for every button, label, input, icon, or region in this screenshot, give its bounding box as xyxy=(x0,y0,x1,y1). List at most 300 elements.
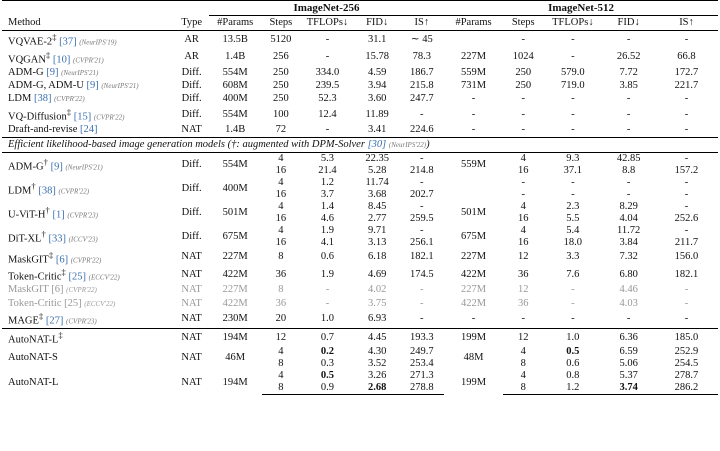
tflops-512-cell: - xyxy=(571,93,575,105)
is-256-cell: 253.4 xyxy=(409,358,434,370)
method-cell xyxy=(2,328,174,346)
method-name: Token-Critic xyxy=(8,271,62,283)
params-256-cell: 501M xyxy=(222,206,248,218)
fid-256-cell: 3.60 xyxy=(367,93,387,105)
params-512-cell: - xyxy=(471,313,476,325)
is-512-cell: 254.5 xyxy=(674,358,699,370)
table-row xyxy=(2,249,718,267)
steps-512-cell: 12 xyxy=(503,328,544,346)
fid-512-cell: - xyxy=(626,188,631,200)
citation-link: [25] xyxy=(64,297,82,309)
steps-256-cell: 8 xyxy=(262,382,301,395)
params-512-cell: 227M xyxy=(460,251,487,263)
steps-512-cell: 12 xyxy=(517,251,529,263)
method-cell xyxy=(2,106,174,124)
method-cell xyxy=(2,249,174,267)
fid-512-cell: 5.37 xyxy=(619,370,638,382)
steps-256-cell: 4 xyxy=(278,200,284,212)
steps-256-cell: 8 xyxy=(278,358,284,370)
fid-512-cell: 8.29 xyxy=(619,200,638,212)
table-row xyxy=(2,266,718,284)
type-column-header: Type xyxy=(174,16,208,31)
params-512-cell: - xyxy=(471,124,476,136)
method-cell xyxy=(2,346,174,370)
params-256-cell: 400M xyxy=(222,93,248,105)
fid-512-cell: 6.59 xyxy=(619,346,638,358)
fid-256-cell: 3.52 xyxy=(367,358,387,370)
fid-256-header: FID↓ xyxy=(355,16,400,31)
tflops-256-cell: 1.9 xyxy=(320,268,335,280)
method-cell xyxy=(2,152,174,177)
method-mark: † xyxy=(41,228,46,239)
is-512-cell: - xyxy=(684,152,689,164)
fid-256-cell: 9.71 xyxy=(367,224,387,236)
type-cell: NAT xyxy=(181,297,202,309)
fid-512-cell: 7.72 xyxy=(619,66,638,78)
fid-256-cell: 4.02 xyxy=(367,284,387,296)
is-512-cell: - xyxy=(684,108,689,120)
venue-label: (CVPR'22) xyxy=(70,256,102,265)
fid-256-cell: 3.94 xyxy=(367,79,387,91)
params-256-cell: 400M xyxy=(222,182,248,194)
is-256-cell: 247.7 xyxy=(409,93,434,105)
tflops-256-cell: 12.4 xyxy=(318,108,337,120)
fid-256-cell: 6.18 xyxy=(367,251,387,263)
steps-512-cell: 8 xyxy=(520,358,526,370)
table-row xyxy=(2,346,718,358)
fid-512-cell: 5.06 xyxy=(619,358,638,370)
is-512-cell: - xyxy=(684,313,689,325)
is-512-cell: 156.0 xyxy=(674,251,699,263)
caption-close: ) xyxy=(426,138,430,150)
steps-256-cell: 8 xyxy=(278,284,284,296)
fid-512-cell: 6.36 xyxy=(602,328,655,346)
steps-256-cell: 100 xyxy=(272,108,289,120)
type-cell: NAT xyxy=(181,352,202,364)
steps-512-cell: 4 xyxy=(520,224,526,236)
steps-256-header: Steps xyxy=(262,16,301,31)
is-256-cell: - xyxy=(420,313,424,325)
method-cell xyxy=(2,93,174,106)
steps-512-cell: - xyxy=(521,176,525,188)
method-name: MaskGIT xyxy=(8,284,49,296)
params-512-cell: 501M xyxy=(460,206,487,218)
steps-512-cell: 1024 xyxy=(512,51,534,63)
tflops-512-cell: 1.2 xyxy=(543,382,602,395)
table-row xyxy=(2,31,718,49)
type-cell: Diff. xyxy=(181,158,202,170)
method-name: DiT-XL xyxy=(8,233,42,245)
tflops-256-cell: 5.3 xyxy=(320,152,335,164)
table-row xyxy=(2,93,718,106)
params-256-cell: 422M xyxy=(222,297,248,309)
steps-256-cell: 36 xyxy=(275,268,287,280)
type-cell: NAT xyxy=(181,251,202,263)
fid-512-cell: 11.72 xyxy=(617,224,641,236)
method-mark: ‡ xyxy=(58,329,63,340)
params-512-cell: 559M xyxy=(460,158,487,170)
steps-256-cell: 4 xyxy=(278,152,284,164)
steps-256-cell: 12 xyxy=(262,328,301,346)
params-512-cell: 199M xyxy=(444,328,503,346)
params-512-cell: 422M xyxy=(460,268,487,280)
params-256-cell: 422M xyxy=(222,268,248,280)
fid-256-cell: 4.59 xyxy=(367,66,387,78)
method-name: LDM xyxy=(8,185,32,197)
steps-512-cell: 250 xyxy=(515,79,532,91)
tflops-512-cell: - xyxy=(571,313,575,325)
tflops-512-cell: - xyxy=(571,176,575,188)
tflops-512-cell: 0.8 xyxy=(566,370,580,382)
fid-512-cell: - xyxy=(626,33,631,45)
method-name: LDM xyxy=(8,93,32,105)
steps-256-cell: 16 xyxy=(275,236,287,248)
is-512-cell: - xyxy=(684,33,689,45)
tflops-512-cell: 7.6 xyxy=(566,268,580,280)
fid-512-cell: 4.03 xyxy=(619,297,638,309)
tflops-256-cell: 0.5 xyxy=(320,370,335,382)
is-512-cell: - xyxy=(684,284,689,296)
table-row xyxy=(2,328,718,346)
fid-256-cell: 3.26 xyxy=(367,370,387,382)
venue-label: (CVPR'22) xyxy=(93,113,125,122)
is-256-cell: 259.5 xyxy=(409,212,434,224)
steps-512-cell: 4 xyxy=(520,200,526,212)
method-cell xyxy=(2,66,174,79)
is-256-cell: 193.3 xyxy=(399,328,444,346)
is-256-cell: - xyxy=(420,108,424,120)
table-row xyxy=(2,310,718,328)
steps-256-cell: 250 xyxy=(272,93,289,105)
citation-link: [37] xyxy=(59,36,77,48)
fid-512-cell: 3.85 xyxy=(619,79,638,91)
fid-512-cell: - xyxy=(626,313,631,325)
params-512-cell xyxy=(444,177,503,201)
method-name: VQGAN xyxy=(8,54,46,65)
table-row xyxy=(2,123,718,137)
venue-label: (CVPR'22) xyxy=(66,286,97,295)
is-512-cell: 221.7 xyxy=(674,79,699,91)
params-256-cell: 554M xyxy=(222,66,248,78)
fid-512-cell: 4.04 xyxy=(619,212,638,224)
table-row xyxy=(2,152,718,165)
method-cell xyxy=(2,177,174,201)
method-column-header: Method xyxy=(2,16,174,31)
tflops-512-cell: 579.0 xyxy=(561,66,585,78)
table-row xyxy=(2,297,718,310)
table-row xyxy=(2,284,718,297)
params-512-cell: 48M xyxy=(463,352,484,364)
method-name: U-ViT-H xyxy=(8,209,46,221)
params-256-cell: 194M xyxy=(222,376,248,388)
params-256-cell: 13.5B xyxy=(222,33,248,45)
steps-512-cell: 4 xyxy=(520,346,526,358)
method-name: ADM-G xyxy=(8,66,44,78)
type-cell: Diff. xyxy=(181,93,202,105)
params-256-cell: 194M xyxy=(209,328,262,346)
fid-512-cell: - xyxy=(626,108,631,120)
params-512-cell: - xyxy=(471,108,476,120)
method-mark: ‡ xyxy=(66,106,72,117)
fid-256-cell: 2.68 xyxy=(355,382,400,395)
method-cell xyxy=(2,310,174,328)
fid-512-header: FID↓ xyxy=(602,16,655,31)
is-512-cell: 182.1 xyxy=(674,268,699,280)
params-512-cell: 559M xyxy=(460,66,487,78)
fid-256-cell: 4.69 xyxy=(367,268,387,280)
is-256-cell: - xyxy=(420,224,424,236)
fid-512-cell: 3.84 xyxy=(619,236,638,248)
is-256-cell: - xyxy=(420,152,424,164)
method-cell xyxy=(2,284,174,297)
steps-512-cell: 36 xyxy=(517,297,529,309)
tflops-512-cell: 0.6 xyxy=(566,358,580,370)
is-256-cell: 271.3 xyxy=(409,370,434,382)
steps-512-cell: - xyxy=(521,33,525,45)
citation-link: [9] xyxy=(50,161,63,173)
tflops-256-cell: 52.3 xyxy=(318,93,337,105)
is-512-cell: 157.2 xyxy=(674,164,699,176)
tflops-256-cell: 0.3 xyxy=(320,358,335,370)
venue-label: (CVPR'21) xyxy=(73,56,104,64)
citation-link: [10] xyxy=(52,54,71,65)
venue-label: (CVPR'22) xyxy=(58,187,90,196)
citation-link: [1] xyxy=(52,209,65,221)
table-row xyxy=(2,225,718,237)
is-512-cell: - xyxy=(684,200,689,212)
steps-512-cell: - xyxy=(521,93,525,105)
tflops-256-cell: 21.4 xyxy=(318,164,337,176)
fid-256-cell: 8.45 xyxy=(367,200,387,212)
fid-256-cell: 4.30 xyxy=(367,346,387,358)
params-512-cell: 227M xyxy=(460,284,487,296)
fid-256-cell: 11.74 xyxy=(365,176,389,188)
steps-256-cell: 4 xyxy=(278,370,284,382)
tflops-512-cell: 5.4 xyxy=(566,224,580,236)
params-256-cell: 554M xyxy=(222,108,248,120)
is-256-cell: - xyxy=(420,200,424,212)
type-cell: Diff. xyxy=(181,79,202,91)
is-256-cell: 182.1 xyxy=(409,251,434,263)
tflops-256-cell: 239.5 xyxy=(315,79,340,91)
tflops-256-header: TFLOPs↓ xyxy=(300,16,355,31)
steps-512-cell: 8 xyxy=(503,382,544,395)
is-512-cell: - xyxy=(684,176,689,188)
is-256-cell: 78.3 xyxy=(412,51,431,63)
citation-link: [38] xyxy=(33,93,52,105)
method-cell xyxy=(2,123,174,137)
params-256-cell: 675M xyxy=(222,230,248,242)
params-512-cell: - xyxy=(471,93,476,105)
fid-256-cell: 3.75 xyxy=(367,297,387,309)
steps-512-cell: - xyxy=(521,124,525,136)
citation-link: [30] xyxy=(367,138,387,150)
params-256-cell: 227M xyxy=(222,251,248,263)
type-cell: NAT xyxy=(174,328,208,346)
steps-256-cell: 5120 xyxy=(270,33,292,45)
method-name: VQ-Diffusion xyxy=(8,111,67,123)
steps-512-cell: 36 xyxy=(517,268,529,280)
params-512-cell: 422M xyxy=(460,297,487,309)
steps-256-cell: 4 xyxy=(278,176,284,188)
steps-256-cell: 4 xyxy=(278,346,284,358)
params-512-cell: 675M xyxy=(460,230,487,242)
fid-512-cell: - xyxy=(626,93,631,105)
tflops-512-cell: - xyxy=(571,33,575,45)
tflops-512-cell: 2.3 xyxy=(566,200,580,212)
fid-256-cell: 31.1 xyxy=(367,33,387,45)
citation-link: [38] xyxy=(38,185,56,197)
is-256-cell: 256.1 xyxy=(409,236,434,248)
citation-link: [6] xyxy=(55,254,69,266)
venue-label: (NeurIPS'19) xyxy=(79,38,117,47)
is-256-cell: - xyxy=(420,297,424,309)
type-cell: Diff. xyxy=(181,108,202,120)
method-mark: ‡ xyxy=(45,49,51,60)
tflops-512-cell: - xyxy=(571,51,575,63)
method-name: Token-Critic xyxy=(8,297,62,309)
method-name: Draft-and-revise xyxy=(8,124,78,136)
steps-512-cell: - xyxy=(521,108,525,120)
fid-256-cell: 22.35 xyxy=(365,152,389,164)
steps-512-cell: 16 xyxy=(517,212,529,224)
tflops-512-cell: 37.1 xyxy=(563,164,583,176)
tflops-256-cell: - xyxy=(325,124,330,136)
section-caption xyxy=(2,137,718,152)
method-cell xyxy=(2,31,174,49)
venue-label: (NeurIPS'21) xyxy=(61,68,99,77)
tflops-256-cell: 0.7 xyxy=(300,328,355,346)
caption-text: Efficient likelihood-based image generation models ( xyxy=(8,138,232,150)
steps-512-cell: 16 xyxy=(517,164,529,176)
tflops-512-cell: 18.0 xyxy=(563,236,583,248)
steps-256-cell: 16 xyxy=(275,188,287,200)
tflops-512-cell: - xyxy=(571,284,575,296)
params-256-cell: 554M xyxy=(222,158,248,170)
is-512-cell: 211.7 xyxy=(674,236,699,248)
fid-256-cell: 4.45 xyxy=(355,328,400,346)
params-512-cell: 227M xyxy=(460,51,487,63)
tflops-256-cell: 334.0 xyxy=(315,66,340,78)
imagenet-512-header: ImageNet-512 xyxy=(444,1,718,16)
citation-link: [6] xyxy=(51,284,64,296)
tflops-512-cell: - xyxy=(571,124,575,136)
tflops-512-cell: 5.5 xyxy=(566,212,580,224)
tflops-256-cell: 1.2 xyxy=(320,176,335,188)
type-cell: AR xyxy=(184,51,199,63)
fid-512-cell: 26.52 xyxy=(616,51,641,63)
method-name: VQVAE-2 xyxy=(8,36,53,48)
section-caption-row xyxy=(2,137,718,152)
citation-link: [24] xyxy=(80,124,98,136)
is-512-cell: 185.0 xyxy=(655,328,718,346)
type-cell: Diff. xyxy=(181,206,202,218)
method-cell xyxy=(2,201,174,225)
steps-512-cell: 16 xyxy=(517,236,529,248)
fid-512-cell: - xyxy=(626,124,631,136)
type-cell: AR xyxy=(184,33,199,45)
method-cell xyxy=(2,49,174,67)
steps-512-cell: - xyxy=(521,188,525,200)
params-256-cell: 227M xyxy=(222,284,248,296)
tflops-256-cell: 1.0 xyxy=(320,313,335,325)
tflops-256-cell: 4.6 xyxy=(320,212,335,224)
tflops-512-cell: - xyxy=(571,297,575,309)
is-512-cell: 252.9 xyxy=(674,346,699,358)
type-cell: NAT xyxy=(181,313,202,325)
method-mark: ‡ xyxy=(48,249,54,260)
params-256-cell: 1.4B xyxy=(225,51,246,63)
method-name: MAGE xyxy=(8,315,39,327)
method-name: ADM-G xyxy=(8,161,44,173)
is-256-cell: 202.7 xyxy=(409,188,434,200)
steps-256-cell: 36 xyxy=(275,297,287,309)
is-512-cell: - xyxy=(684,188,689,200)
is-512-cell: 278.7 xyxy=(674,370,699,382)
is-256-cell: - xyxy=(420,176,424,188)
table-row xyxy=(2,79,718,92)
tflops-256-cell: - xyxy=(325,284,330,296)
steps-256-cell: 250 xyxy=(272,66,289,78)
venue-label: (ECCV'22) xyxy=(84,299,116,308)
citation-link: [25] xyxy=(68,271,86,283)
tflops-256-cell: - xyxy=(325,51,330,63)
steps-256-cell: 256 xyxy=(272,51,289,63)
tflops-512-cell: 9.3 xyxy=(566,152,580,164)
fid-512-cell: 4.46 xyxy=(619,284,638,296)
tflops-256-cell: - xyxy=(325,33,330,45)
is-512-cell: - xyxy=(684,124,689,136)
method-cell xyxy=(2,370,174,395)
fid-256-cell: 5.28 xyxy=(367,164,387,176)
method-cell xyxy=(2,297,174,310)
method-mark: ‡ xyxy=(61,267,66,278)
type-cell: NAT xyxy=(181,124,202,136)
params-512-header: #Params xyxy=(444,16,503,31)
tflops-256-cell: 1.4 xyxy=(320,200,335,212)
tflops-256-cell: 1.9 xyxy=(320,224,335,236)
citation-link: [27] xyxy=(45,315,64,327)
is-512-cell: 172.7 xyxy=(674,66,699,78)
is-512-cell: - xyxy=(684,224,689,236)
venue-label: (CVPR'22) xyxy=(54,95,85,104)
venue-label: (ICCV'23) xyxy=(68,235,98,244)
method-mark: ‡ xyxy=(38,311,44,322)
venue-label: (NeurIPS'22) xyxy=(388,140,427,149)
params-512-cell: 199M xyxy=(460,376,487,388)
tflops-256-cell: 0.9 xyxy=(300,382,355,395)
venue-label: (ECCV'22) xyxy=(88,273,120,282)
fid-512-cell: 42.85 xyxy=(616,152,641,164)
fid-256-cell: 3.41 xyxy=(367,124,387,136)
fid-512-cell: 8.8 xyxy=(622,164,636,176)
imagenet-256-header: ImageNet-256 xyxy=(209,1,444,16)
tflops-256-cell: 3.7 xyxy=(320,188,335,200)
type-cell: Diff. xyxy=(181,182,202,194)
method-name: ADM-G, ADM-U xyxy=(8,79,84,91)
fid-256-cell: 11.89 xyxy=(365,108,389,120)
steps-256-cell: 250 xyxy=(272,79,289,91)
fid-256-cell: 3.68 xyxy=(367,188,387,200)
fid-512-cell: 3.74 xyxy=(602,382,655,395)
is-256-cell: 224.6 xyxy=(409,124,434,136)
tflops-512-cell: 0.5 xyxy=(566,346,580,358)
params-256-cell: 46M xyxy=(225,352,246,364)
citation-link: [15] xyxy=(73,111,92,123)
params-256-cell: 1.4B xyxy=(225,124,246,136)
params-256-cell: 230M xyxy=(222,313,248,325)
params-512-cell xyxy=(444,31,503,49)
